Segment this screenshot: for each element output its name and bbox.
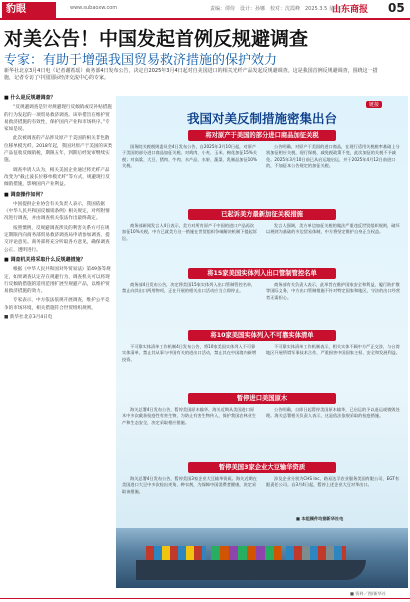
section-text: 海关总署4日发布公告，暂停美国3家企业大豆输华资质。海关近期在美国进口大豆中多次检出麦角、种衣剂，为保障中国消费者健康，决定采取该措施。: [122, 476, 257, 494]
link-tag: 链接: [366, 101, 382, 108]
article-paragraph: 专家表示，中方依法依规开展调查，维护公平竞争的市场环境，相关措施符合世贸组织规则。: [4, 298, 110, 311]
headline: 对美公告！中国发起首例反规避调查: [4, 28, 309, 50]
article-paragraph: 此次被调查的产品涉及原产于美国的相关非色散位移单模光纤。2018年起，我国对原产于美国的该类产品征收反倾销税，期限五年，到期后经复审继续实施。: [4, 136, 113, 164]
section-bar: 将对原产于美国的部分进口商品加征关税: [188, 130, 336, 141]
section-bar: 暂停美国3家企业大豆输华资质: [188, 462, 336, 473]
left-article: [4, 92, 114, 321]
section-text: 发言人强调，美方单边加征关税的做法严重违反世贸组织规则，破坏以规则为基础的多边贸易体制，中方将坚定维护自身正当权益。: [266, 223, 400, 235]
site-url[interactable]: www.subaoxw.com: [70, 5, 118, 11]
section-text: 不可靠实体清单工作机制4日发布公告，将10家美国实体列入不可靠实体清单，禁止其从事与中国有关的进出口活动，禁止其在中国境内新增投资。: [122, 344, 257, 362]
article-paragraph: 中国提供企业协会有关负责人表示，我国依据《中华人民共和国反倾销条例》相关规定，对所附情况进行调查，并由调查机关依法作出最终裁定。: [4, 201, 110, 222]
subheadline: 专家：有助于增强我国贸易救济措施的保护效力: [4, 53, 278, 68]
section-text: 商务部新闻发言人4日表示，美方对所有原产于中国的进口产品再次加征10%关税，中方已就美方这一措施在世贸组织争端解决机制下提起诉讼。: [122, 223, 257, 241]
question-heading: ■ 调查机关将采取什么反规避措施？: [4, 256, 86, 263]
question-heading: ■ 调查操作如何？: [4, 191, 46, 198]
section-bar: 暂停进口美国原木: [188, 393, 336, 404]
article-paragraph: 根据《中华人民共和国对外贸易法》第49条等规定，如果调查认定存在规避行为，调查机关可以将现行反倾销措施的适用范围扩展至规避产品，以维护贸易救济措施的效力。: [4, 267, 111, 295]
section-bar: 已起诉美方最新加征关税措施: [188, 209, 336, 220]
ship-hull: [136, 560, 366, 580]
panel-credit: ■ 本组稿件均据新华社电: [296, 516, 344, 521]
section-text: 公告明确，自即日起暂停美国原木输华，已启运的予以退运或销毁处理。海关总署相关负责人表示，这是依法依规采取的检疫措施。: [266, 407, 400, 419]
footer-divider: [0, 598, 410, 599]
section-text: 海关总署4日发布公告，暂停美国原木输华。海关近期从美国进口原木中多次截获检疫性有害生物，为防止有害生物传入，保护我国农林业生产和生态安全，决定采取相应措施。: [122, 407, 257, 425]
brand-logo: 豹眼: [2, 2, 56, 18]
panel-title: 我国对美反制措施密集出台: [186, 111, 337, 126]
question-heading: ■ 什么是反规避调查？: [4, 95, 56, 101]
page-meta: 责编：谭侍 设计：孙娜 校对：沈霞峰 2025.3.5 星期三: [210, 6, 344, 12]
byline: ■ 新华社北京3月4日电: [4, 315, 53, 321]
cargo-ship-image: [116, 528, 408, 588]
container-stack: [211, 546, 281, 560]
page-number: 05: [388, 1, 405, 15]
section-text: 不可靠实体清单工作机制表示，相关实体不顾中方严正交涉，与台湾地区开展所谓军事技术合作，严重损害中国国家主权、安全和发展利益。: [266, 344, 401, 356]
container-stack: [286, 546, 346, 560]
countermeasures-panel: [116, 96, 408, 586]
article-paragraph: 按照惯例，反规避调查涉及的利害关系方可在规定期限内向商务部贸易救济调查局申请参加调查、提交评论意见。商务部将充分听取各方意见，确保调查公正、透明进行。: [4, 225, 110, 253]
section-text: 涉及企业分别为CHS Inc、路易达孚农业服务美国有限公司、EGT有限责任公司。自3月4日起，暂停上述企业大豆对华出口。: [266, 476, 400, 488]
article-paragraph: “反规避调查是针对规避现行反倾销或反补贴措施的行为发起的一项贸易救济调查。该举措旨在维护贸易救济措施的有效性，保护国内产业和市场秩序。”专家如是说。: [4, 105, 112, 133]
section-text: 商务部有关负责人表示，此举旨在维护国家安全和利益，履行防扩散等国际义务，中方出口管制措施不针对特定国家和地区，守法的出口经营者无需担心。: [266, 282, 401, 300]
lead-paragraph: 新华社北京3月4日电（记者谢希瑶）商务部4日发布公告，决定自2025年3月4日起对自美国进口的相关光纤产品发起反规避调查。这是我国首例反规避调查，围绕这一措施，记者专访了中国国际经济交流中心的专家。: [4, 68, 378, 81]
section-bar: 将10家美国实体列入不可靠实体清单: [188, 330, 336, 341]
article-paragraph: 调查申请人认为，相关美国企业通过将光纤产品改变为“截止波长位移单模光纤”等方式，规避现行反倾销措施，影响国内产业利益。: [4, 167, 110, 188]
masthead: [0, 0, 410, 20]
photo-credit: ■ 资料／图/新华社: [350, 591, 387, 596]
section-text: 商务部4日发布公告，决定将美国15家实体列入出口管制管控名单，禁止向其出口两用物项，正在开展的相关出口活动应当立即停止。: [122, 282, 256, 294]
section-bar: 将15家美国实体列入出口管制管控名单: [188, 268, 336, 279]
container-stack: [146, 546, 206, 560]
section-text: 公告明确，对原产于美国的进口商品，在现行适用关税税率基础上分别加征相应关税，现行保税、减免税政策不变，此次加征的关税不予减免。2025年3月10日前已从启运地启运，并于2025年4月12日前进口的，不加征本公告规定的加征关税。: [266, 144, 400, 169]
section-name: 山东商报: [332, 5, 369, 15]
section-text: 国务院关税税则委员会4日发布公告，自2025年3月10日起，对原产于美国的部分进口商品加征关税。对鸡肉、小麦、玉米、棉花加征15%关税；对高粱、大豆、猪肉、牛肉、水产品、水果、蔬菜、乳制品加征10%关税。: [122, 144, 257, 169]
